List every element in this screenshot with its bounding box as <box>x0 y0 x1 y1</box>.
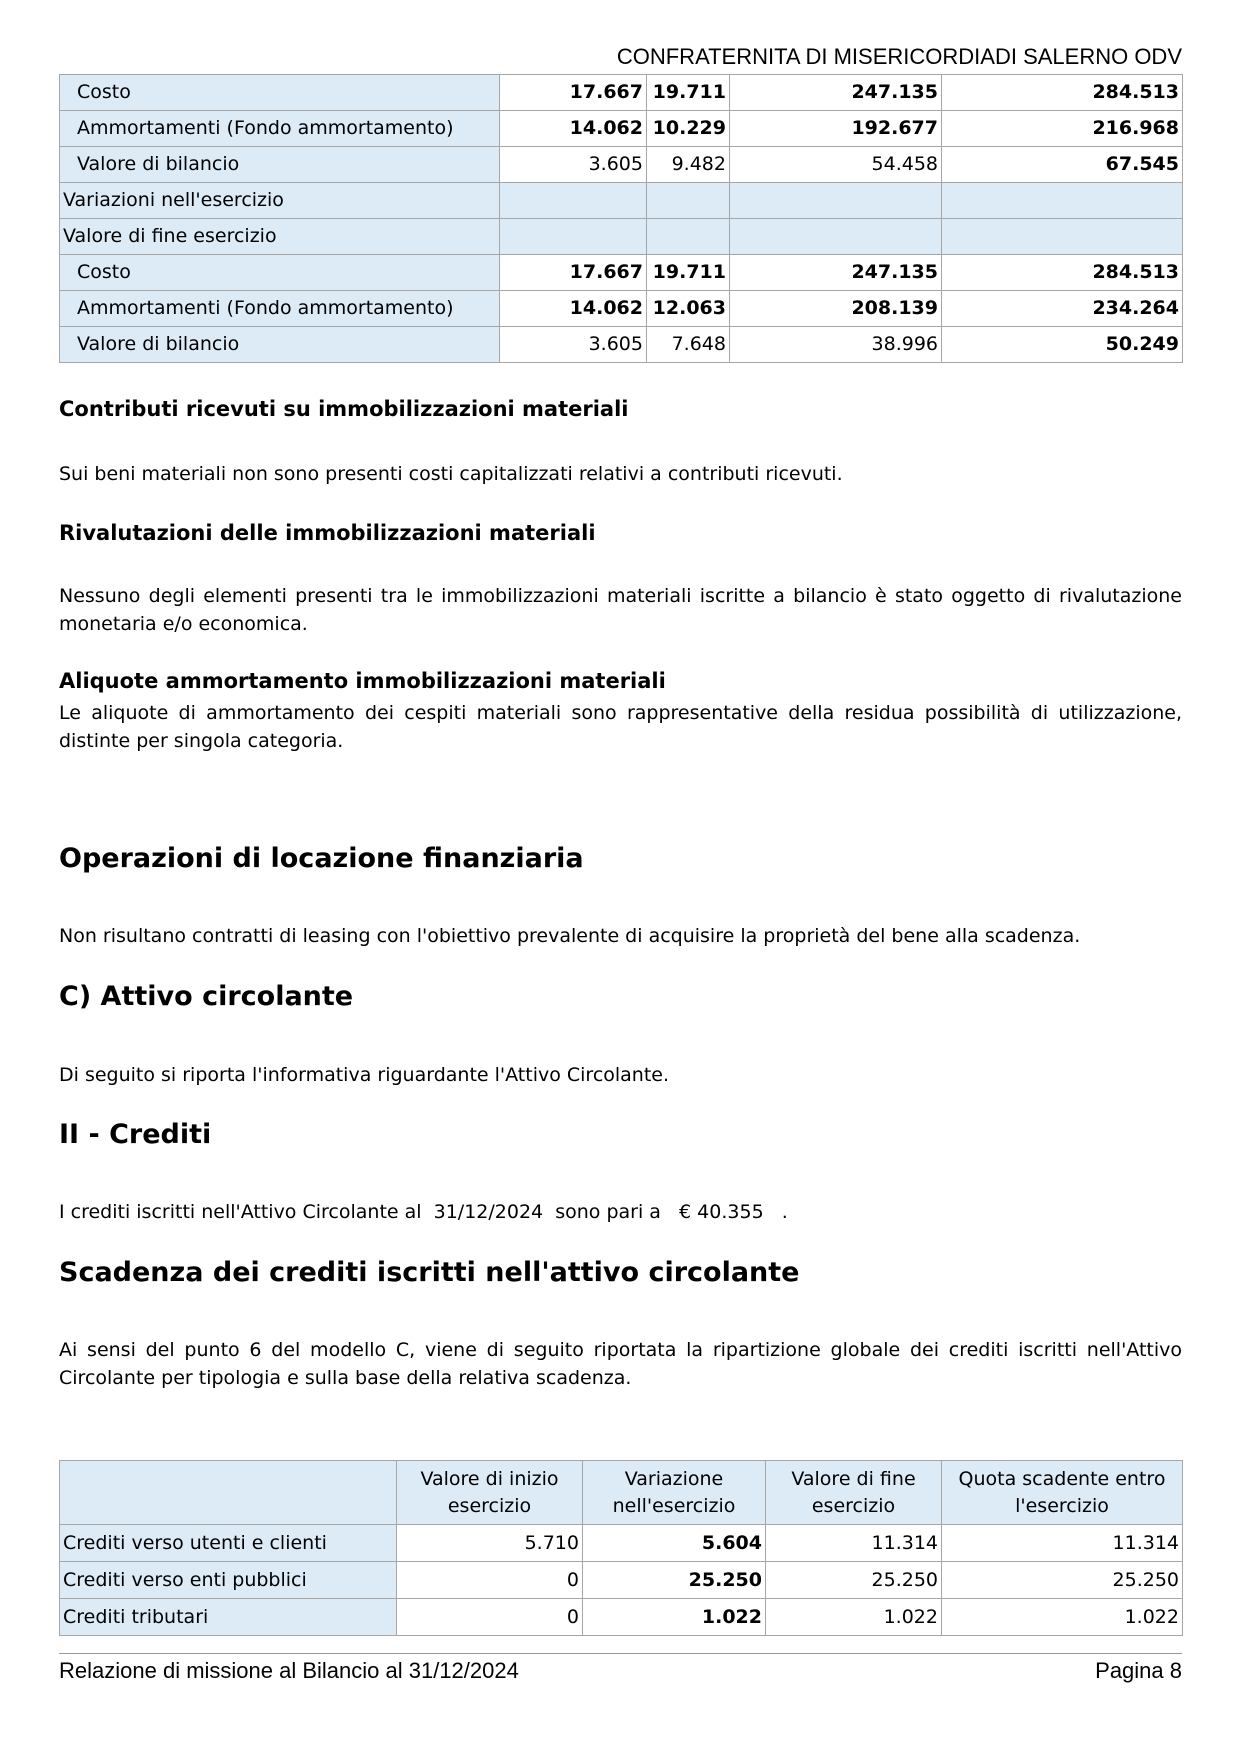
cell-value: 3.605 <box>500 327 647 363</box>
empty-cell <box>942 219 1183 255</box>
table-row <box>60 111 1183 147</box>
aliquote-paragraph: Le aliquote di ammortamento dei cespiti materiali sono rappresentative della residua possibilità di utilizzazione, distinte per singola categoria. <box>59 702 1182 752</box>
cell-value: 54.458 <box>730 147 942 183</box>
crediti-heading: II - Crediti <box>59 1119 212 1150</box>
cell-value: 19.711 <box>647 75 730 111</box>
cell-value: 9.482 <box>647 147 730 183</box>
cell-value: 247.135 <box>730 75 942 111</box>
cell-value: 17.667 <box>500 75 647 111</box>
row-label: Valore di bilancio <box>60 327 500 363</box>
rivalutazioni-paragraph: Nessuno degli elementi presenti tra le immobilizzazioni materiali iscritte a bilancio è stato oggetto di rivalutazione monetaria e/o economica. <box>59 585 1182 635</box>
locazione-paragraph: Non risultano contratti di leasing con l'obiettivo prevalente di acquisire la proprietà del bene alla scadenza. <box>59 925 1081 947</box>
row-label: Valore di bilancio <box>60 147 500 183</box>
empty-cell <box>647 183 730 219</box>
cell-value: 5.604 <box>583 1525 766 1562</box>
empty-cell <box>500 183 647 219</box>
row-label: Crediti verso enti pubblici <box>60 1562 397 1599</box>
empty-cell <box>942 183 1183 219</box>
cell-value: 19.711 <box>647 255 730 291</box>
row-label: Costo <box>60 75 500 111</box>
cell-value: 38.996 <box>730 327 942 363</box>
cell-value: 14.062 <box>500 291 647 327</box>
fixed-assets-table <box>59 74 1183 363</box>
cell-value: 25.250 <box>942 1562 1183 1599</box>
cell-value: 216.968 <box>942 111 1183 147</box>
cell-value: 0 <box>397 1562 583 1599</box>
empty-cell <box>730 183 942 219</box>
attivo-circolante-heading: C) Attivo circolante <box>59 981 354 1012</box>
cell-value: 11.314 <box>766 1525 942 1562</box>
aliquote-heading: Aliquote ammortamento immobilizzazioni materiali <box>59 669 666 693</box>
cell-value: 1.022 <box>583 1599 766 1636</box>
row-label: Valore di fine esercizio <box>60 219 500 255</box>
footer-title: Relazione di missione al Bilancio al 31/12/2024 <box>59 1658 519 1683</box>
row-label: Crediti tributari <box>60 1599 397 1636</box>
cell-value: 284.513 <box>942 75 1183 111</box>
cell-value: 11.314 <box>942 1525 1183 1562</box>
table-row <box>60 147 1183 183</box>
table-row <box>60 291 1183 327</box>
crediti-paragraph: I crediti iscritti nell'Attivo Circolante al 31/12/2024 sono pari a € 40.355 . <box>59 1201 788 1223</box>
header-empty-cell <box>60 1461 397 1525</box>
table-header-row <box>60 1461 1183 1525</box>
cell-value: 3.605 <box>500 147 647 183</box>
table-row <box>60 1525 1183 1562</box>
credits-table <box>59 1460 1183 1636</box>
rivalutazioni-heading: Rivalutazioni delle immobilizzazioni materiali <box>59 521 596 545</box>
column-header: Quota scadente entro l'esercizio <box>942 1461 1183 1525</box>
cell-value: 208.139 <box>730 291 942 327</box>
table-row <box>60 183 1183 219</box>
column-header: Valore di inizio esercizio <box>397 1461 583 1525</box>
cell-value: 14.062 <box>500 111 647 147</box>
empty-cell <box>500 219 647 255</box>
table-row <box>60 255 1183 291</box>
table-row <box>60 1562 1183 1599</box>
attivo-circolante-paragraph: Di seguito si riporta l'informativa riguardante l'Attivo Circolante. <box>59 1064 670 1086</box>
cell-value: 234.264 <box>942 291 1183 327</box>
cell-value: 25.250 <box>583 1562 766 1599</box>
cell-value: 247.135 <box>730 255 942 291</box>
cell-value: 1.022 <box>766 1599 942 1636</box>
cell-value: 1.022 <box>942 1599 1183 1636</box>
row-label: Variazioni nell'esercizio <box>60 183 500 219</box>
row-label: Costo <box>60 255 500 291</box>
cell-value: 7.648 <box>647 327 730 363</box>
column-header: Valore di fine esercizio <box>766 1461 942 1525</box>
locazione-heading: Operazioni di locazione finanziaria <box>59 843 584 874</box>
table-row <box>60 327 1183 363</box>
cell-value: 50.249 <box>942 327 1183 363</box>
cell-value: 25.250 <box>766 1562 942 1599</box>
cell-value: 10.229 <box>647 111 730 147</box>
scadenza-paragraph: Ai sensi del punto 6 del modello C, viene di seguito riportata la ripartizione globale dei crediti iscritti nell'Attivo Circolante per tipologia e sulla base della relativa scadenza. <box>59 1339 1182 1389</box>
row-label: Ammortamenti (Fondo ammortamento) <box>60 111 500 147</box>
scadenza-heading: Scadenza dei crediti iscritti nell'attivo circolante <box>59 1257 800 1288</box>
cell-value: 17.667 <box>500 255 647 291</box>
page-number: Pagina 8 <box>1095 1658 1182 1683</box>
row-label: Crediti verso utenti e clienti <box>60 1525 397 1562</box>
table-row <box>60 219 1183 255</box>
cell-value: 5.710 <box>397 1525 583 1562</box>
page-footer <box>59 1653 1182 1686</box>
row-label: Ammortamenti (Fondo ammortamento) <box>60 291 500 327</box>
table-row <box>60 75 1183 111</box>
contributi-paragraph: Sui beni materiali non sono presenti costi capitalizzati relativi a contributi ricevuti. <box>59 463 843 485</box>
cell-value: 0 <box>397 1599 583 1636</box>
empty-cell <box>730 219 942 255</box>
cell-value: 284.513 <box>942 255 1183 291</box>
empty-cell <box>647 219 730 255</box>
page-header: CONFRATERNITA DI MISERICORDIADI SALERNO ODV <box>616 44 1182 69</box>
column-header: Variazione nell'esercizio <box>583 1461 766 1525</box>
cell-value: 192.677 <box>730 111 942 147</box>
table-row <box>60 1599 1183 1636</box>
cell-value: 67.545 <box>942 147 1183 183</box>
cell-value: 12.063 <box>647 291 730 327</box>
contributi-heading: Contributi ricevuti su immobilizzazioni materiali <box>59 397 629 421</box>
